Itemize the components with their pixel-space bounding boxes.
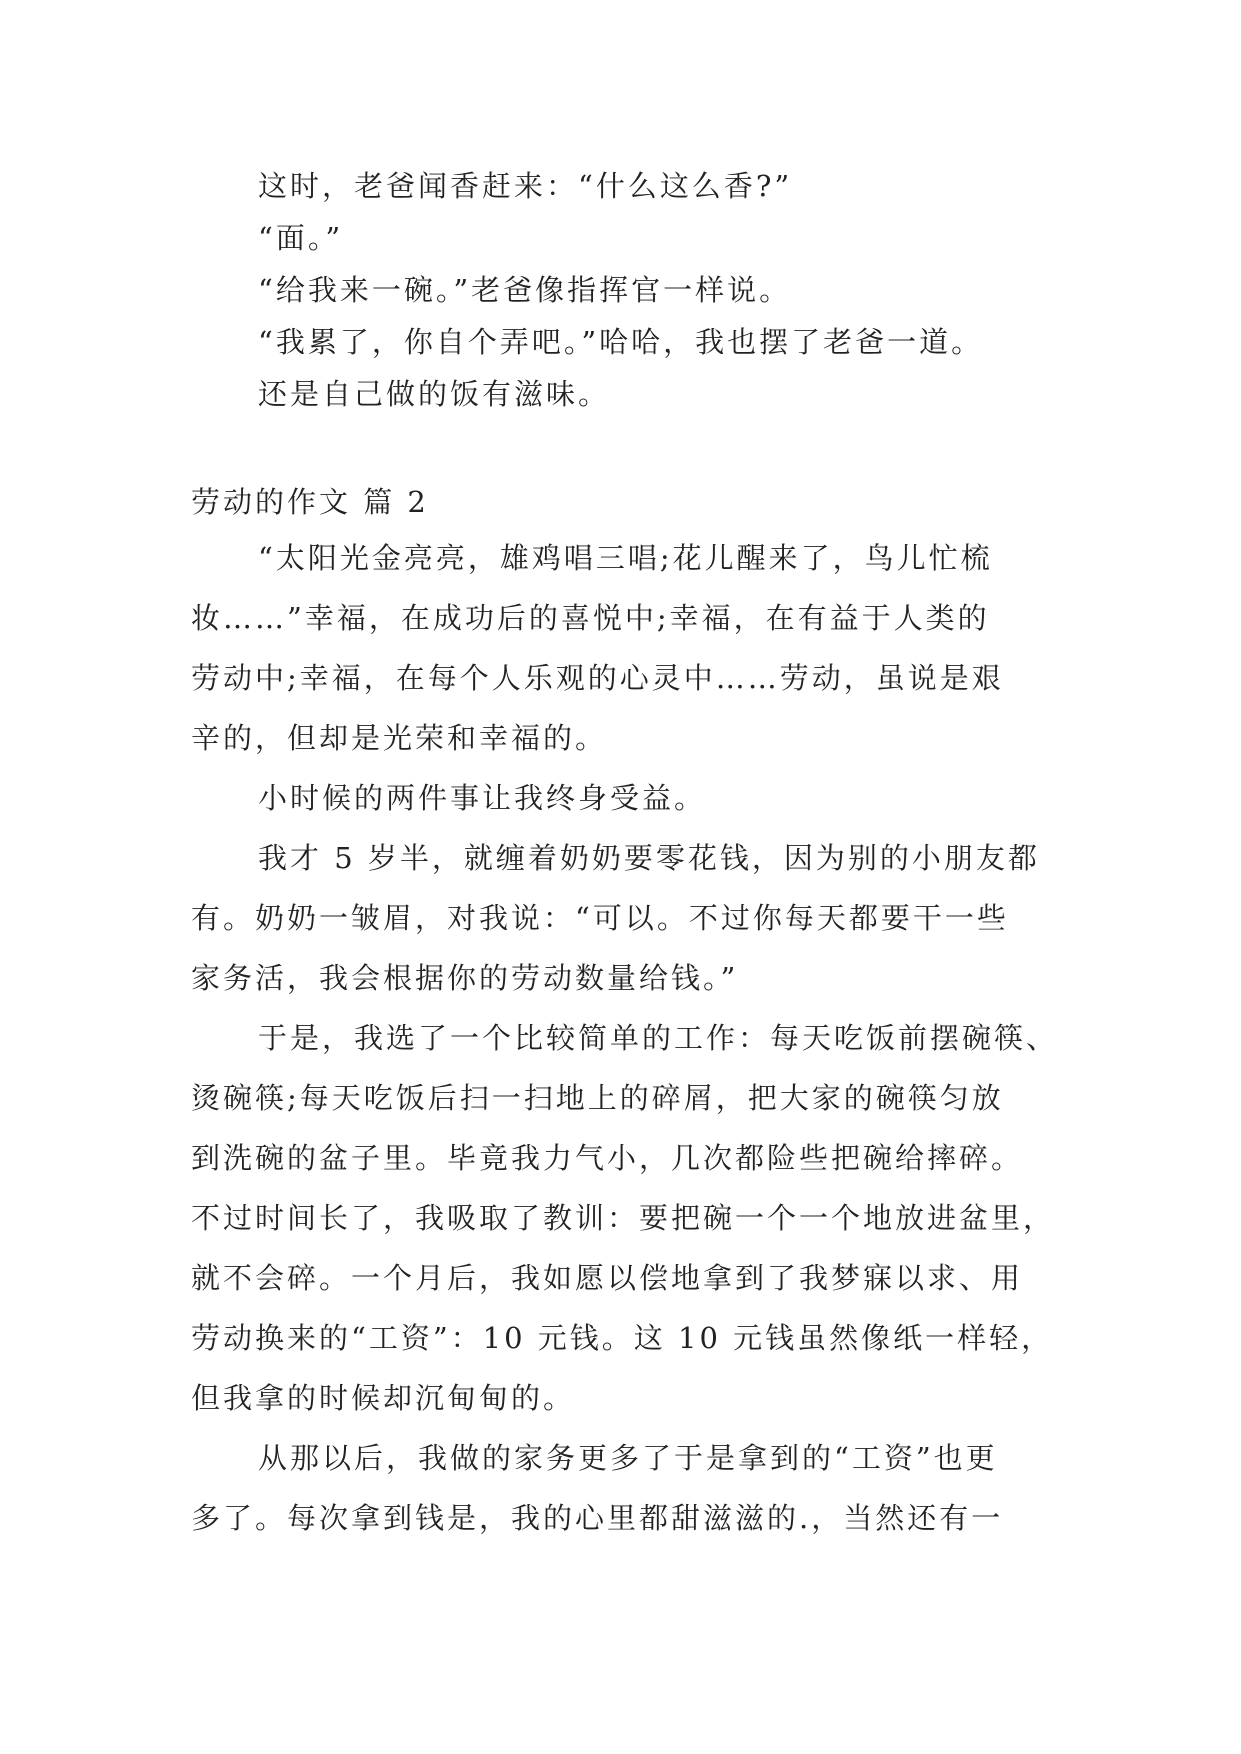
paragraph-line: 烫碗筷;每天吃饭后扫一扫地上的碎屑，把大家的碗筷匀放 [191, 1081, 1004, 1115]
paragraph-line: 家务活，我会根据你的劳动数量给钱。” [191, 961, 739, 995]
paragraph-line: 到洗碗的盆子里。毕竟我力气小，几次都险些把碗给摔碎。 [191, 1141, 1024, 1175]
paragraph-line: 劳动中;幸福，在每个人乐观的心灵中……劳动，虽说是艰 [191, 661, 1004, 695]
paragraph-line: 有。奶奶一皱眉，对我说：“可以。不过你每天都要干一些 [191, 901, 1009, 935]
paragraph-line: 妆……”幸福，在成功后的喜悦中;幸福，在有益于人类的 [191, 601, 990, 635]
paragraph-line: 辛的，但却是光荣和幸福的。 [191, 721, 608, 755]
paragraph-line: “太阳光金亮亮，雄鸡唱三唱;花儿醒来了，鸟儿忙梳 [258, 541, 993, 575]
paragraph-line: 就不会碎。一个月后，我如愿以偿地拿到了我梦寐以求、用 [191, 1261, 1024, 1295]
paragraph-line: “我累了，你自个弄吧。”哈哈，我也摆了老爸一道。 [258, 325, 984, 359]
paragraph-line: 不过时间长了，我吸取了教训：要把碗一个一个地放进盆里， [191, 1201, 1056, 1235]
paragraph-line: 但我拿的时候却沉甸甸的。 [191, 1381, 576, 1415]
essay-heading: 劳动的作文 篇 2 [191, 485, 429, 519]
paragraph-line: “面。” [258, 221, 344, 255]
paragraph-line: 还是自己做的饭有滋味。 [258, 377, 611, 411]
paragraph-line: 多了。每次拿到钱是，我的心里都甜滋滋的.，当然还有一 [191, 1501, 1004, 1535]
paragraph-line: 小时候的两件事让我终身受益。 [258, 781, 707, 815]
paragraph-line: 我才 5 岁半，就缠着奶奶要零花钱，因为别的小朋友都 [258, 841, 1040, 875]
paragraph-line: 从那以后，我做的家务更多了于是拿到的“工资”也更 [258, 1441, 998, 1475]
paragraph-line: 劳动换来的“工资”：10 元钱。这 10 元钱虽然像纸一样轻， [191, 1321, 1054, 1355]
paragraph-line: 于是，我选了一个比较简单的工作：每天吃饭前摆碗筷、 [258, 1021, 1059, 1055]
paragraph-line: “给我来一碗。”老爸像指挥官一样说。 [258, 273, 792, 307]
paragraph-line: 这时，老爸闻香赶来：“什么这么香?” [258, 169, 793, 203]
